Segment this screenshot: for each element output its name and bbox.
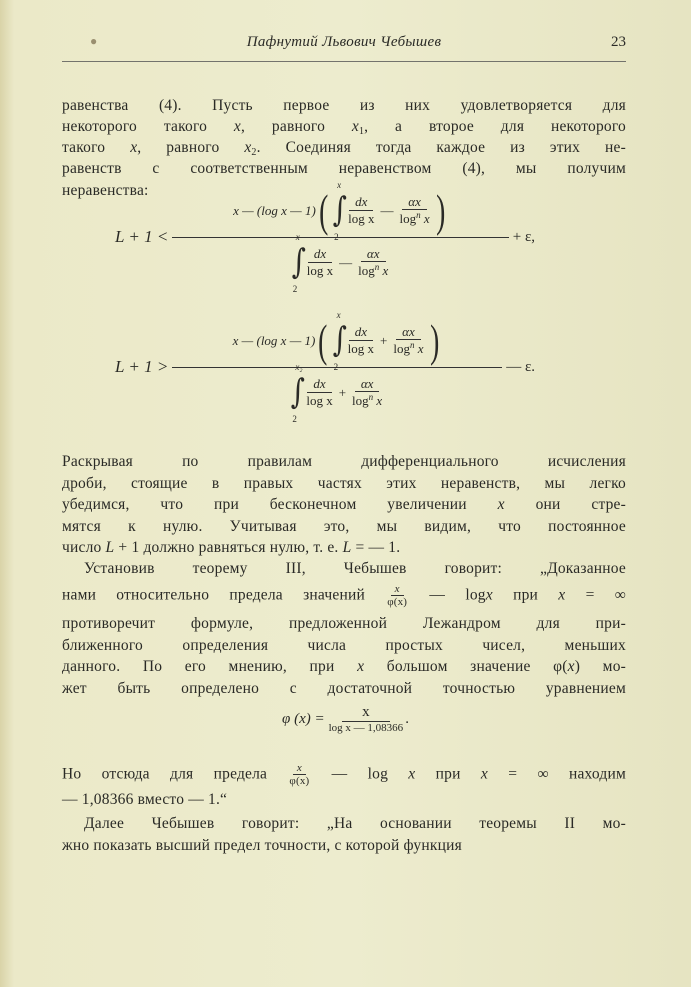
inline-fraction: $\frac{x}{\varphi(x)}$ [387,583,408,609]
text-run: противоречит формуле, предложенной Лежандром для при- [62,615,626,632]
fraction: $\frac{x}{\text{log x — 1,08366}}$ [328,704,404,734]
math-variable: x [244,139,252,156]
formula-lhs: L + 1 > [115,357,169,376]
text-run: данного. По его мнению, при [62,658,358,675]
text-run: = ∞ находим [487,765,626,783]
text-line [62,762,626,788]
math-variable: x [408,765,416,783]
text-run: Установив теорему III, Чебышев говорит: „Доказанное [84,560,626,577]
text-run: = ∞ [565,586,627,604]
text-line [62,614,626,634]
text-run: жно показать высший предел точности, с которой функция [62,837,462,854]
main-fraction [172,180,508,294]
text-run: большом значение φ( [364,658,568,675]
denominator: ∫ x 2 dx log x — αx $\log^n x$ [291,232,389,294]
text-run: Но отсюда для предела [62,765,288,783]
inequality-1 [115,180,535,294]
right-paren: ) [435,185,445,236]
math-variable: x [351,118,359,135]
text-run: ближенного определения числа простых чисел, меньших [62,637,626,654]
text-run: при [415,765,481,783]
legendre-formula [0,704,691,734]
inline-fraction: $\frac{x}{\varphi(x)}$ [289,762,310,788]
text-run: некоторого такого [62,118,234,135]
term-2: αx $\log^n x$ [399,193,430,227]
text-run: такого [62,139,131,156]
math-variable: x [497,496,505,513]
text-run: Далее Чебышев говорит: „На основании теоремы II мо- [84,815,626,832]
text-run: , а второе для некоторого [364,118,626,135]
integral-icon: ∫ x₂ 2 [291,362,306,424]
formula-tail: + ε, [512,228,535,245]
denominator: ∫ x₂ 2 dx log x + $\frac{\alpha x}{\log^n x}$ [291,362,383,424]
text-run: ) мо- [574,658,627,675]
header-rule [62,61,626,62]
subscript: 1 [358,126,365,137]
math-variable: x [130,139,138,156]
text-run: мятся к нулю. Учитывая это, мы видим, что постоянное [62,518,626,535]
math-variable: x [480,765,488,783]
text-line [62,96,626,116]
subscript: 2 [251,147,257,158]
text-run: при [492,586,559,604]
text-run: неравенства: [62,182,149,199]
text-run: убедимся, что при бесконечном увеличении [62,496,498,513]
text-line [62,452,626,472]
numerator [172,180,508,242]
math-variable: x [558,586,566,604]
text-line [62,836,626,856]
ornament-icon: ● [90,34,98,48]
integral-icon: ∫ x 2 [332,310,347,372]
numerator [172,310,502,372]
formula-tail: — ε. [506,358,535,375]
text-line [62,495,626,515]
numerator-prefix: x — (log x — 1) [233,203,316,218]
operator: + [380,333,388,348]
text-line [62,538,626,558]
text-run: , равного [137,139,245,156]
math-variable: x [485,586,493,604]
formula-lhs: L + 1 < [115,227,169,246]
math-variable: L [342,539,352,556]
text-run: Раскрывая по правилам дифференциального исчисления [62,453,626,470]
page-number: 23 [611,34,626,50]
text-run: , равного [241,118,352,135]
integral-icon: ∫ x 2 [291,232,306,294]
text-run: дроби, стоящие в правых частях этих неравенств, мы легко [62,475,626,492]
text-run: = — 1. [351,539,401,556]
term-1: dx log x [347,324,375,356]
text-run: жет быть определено с достаточной точностью уравнением [62,680,626,697]
term-2: $\frac{\alpha x}{\log^n x}$ [393,323,424,357]
left-paren: ( [318,315,328,366]
text-line [62,790,626,810]
text-line [84,559,626,579]
main-fraction [172,310,502,424]
text-line [62,159,626,179]
formula-lhs: φ (x) = [282,710,325,727]
formula-tail: . [405,710,409,727]
inequality-2 [115,310,535,424]
right-paren: ) [429,315,439,366]
left-paren: ( [318,185,329,236]
text-line [84,814,626,834]
text-run: равенств с соответственным неравенством (4), мы получим [62,160,626,177]
text-run: нами относительно предела значений [62,586,386,604]
text-run: они стре- [504,496,627,513]
text-line [62,679,626,699]
header-title: Пафнутий Львович Чебышев [246,34,442,50]
running-header [62,34,626,56]
text-run: . Соединяя тогда каждое из этих не- [256,139,626,156]
text-run: — 1,08366 вместо — 1.“ [62,791,228,808]
text-line [62,583,626,609]
integral-icon: ∫ x 2 [332,180,348,242]
text-line [62,517,626,537]
numerator-prefix: x — (log x — 1) [232,333,316,348]
math-variable: x [567,658,575,675]
term-1: dx log x [348,194,375,226]
text-line [62,657,626,677]
text-run: — log [409,586,486,604]
text-run: равенства (4). Пусть первое из них удовлетворяется для [62,97,626,114]
math-variable: x [233,118,242,135]
operator: — [380,203,394,218]
math-variable: L [105,539,115,556]
text-line [62,474,626,494]
text-line [62,636,626,656]
text-run: + 1 должно равняться нулю, т. е. [114,539,343,556]
text-run: число [62,539,106,556]
text-run: — log [311,765,409,783]
math-variable: x [357,658,365,675]
